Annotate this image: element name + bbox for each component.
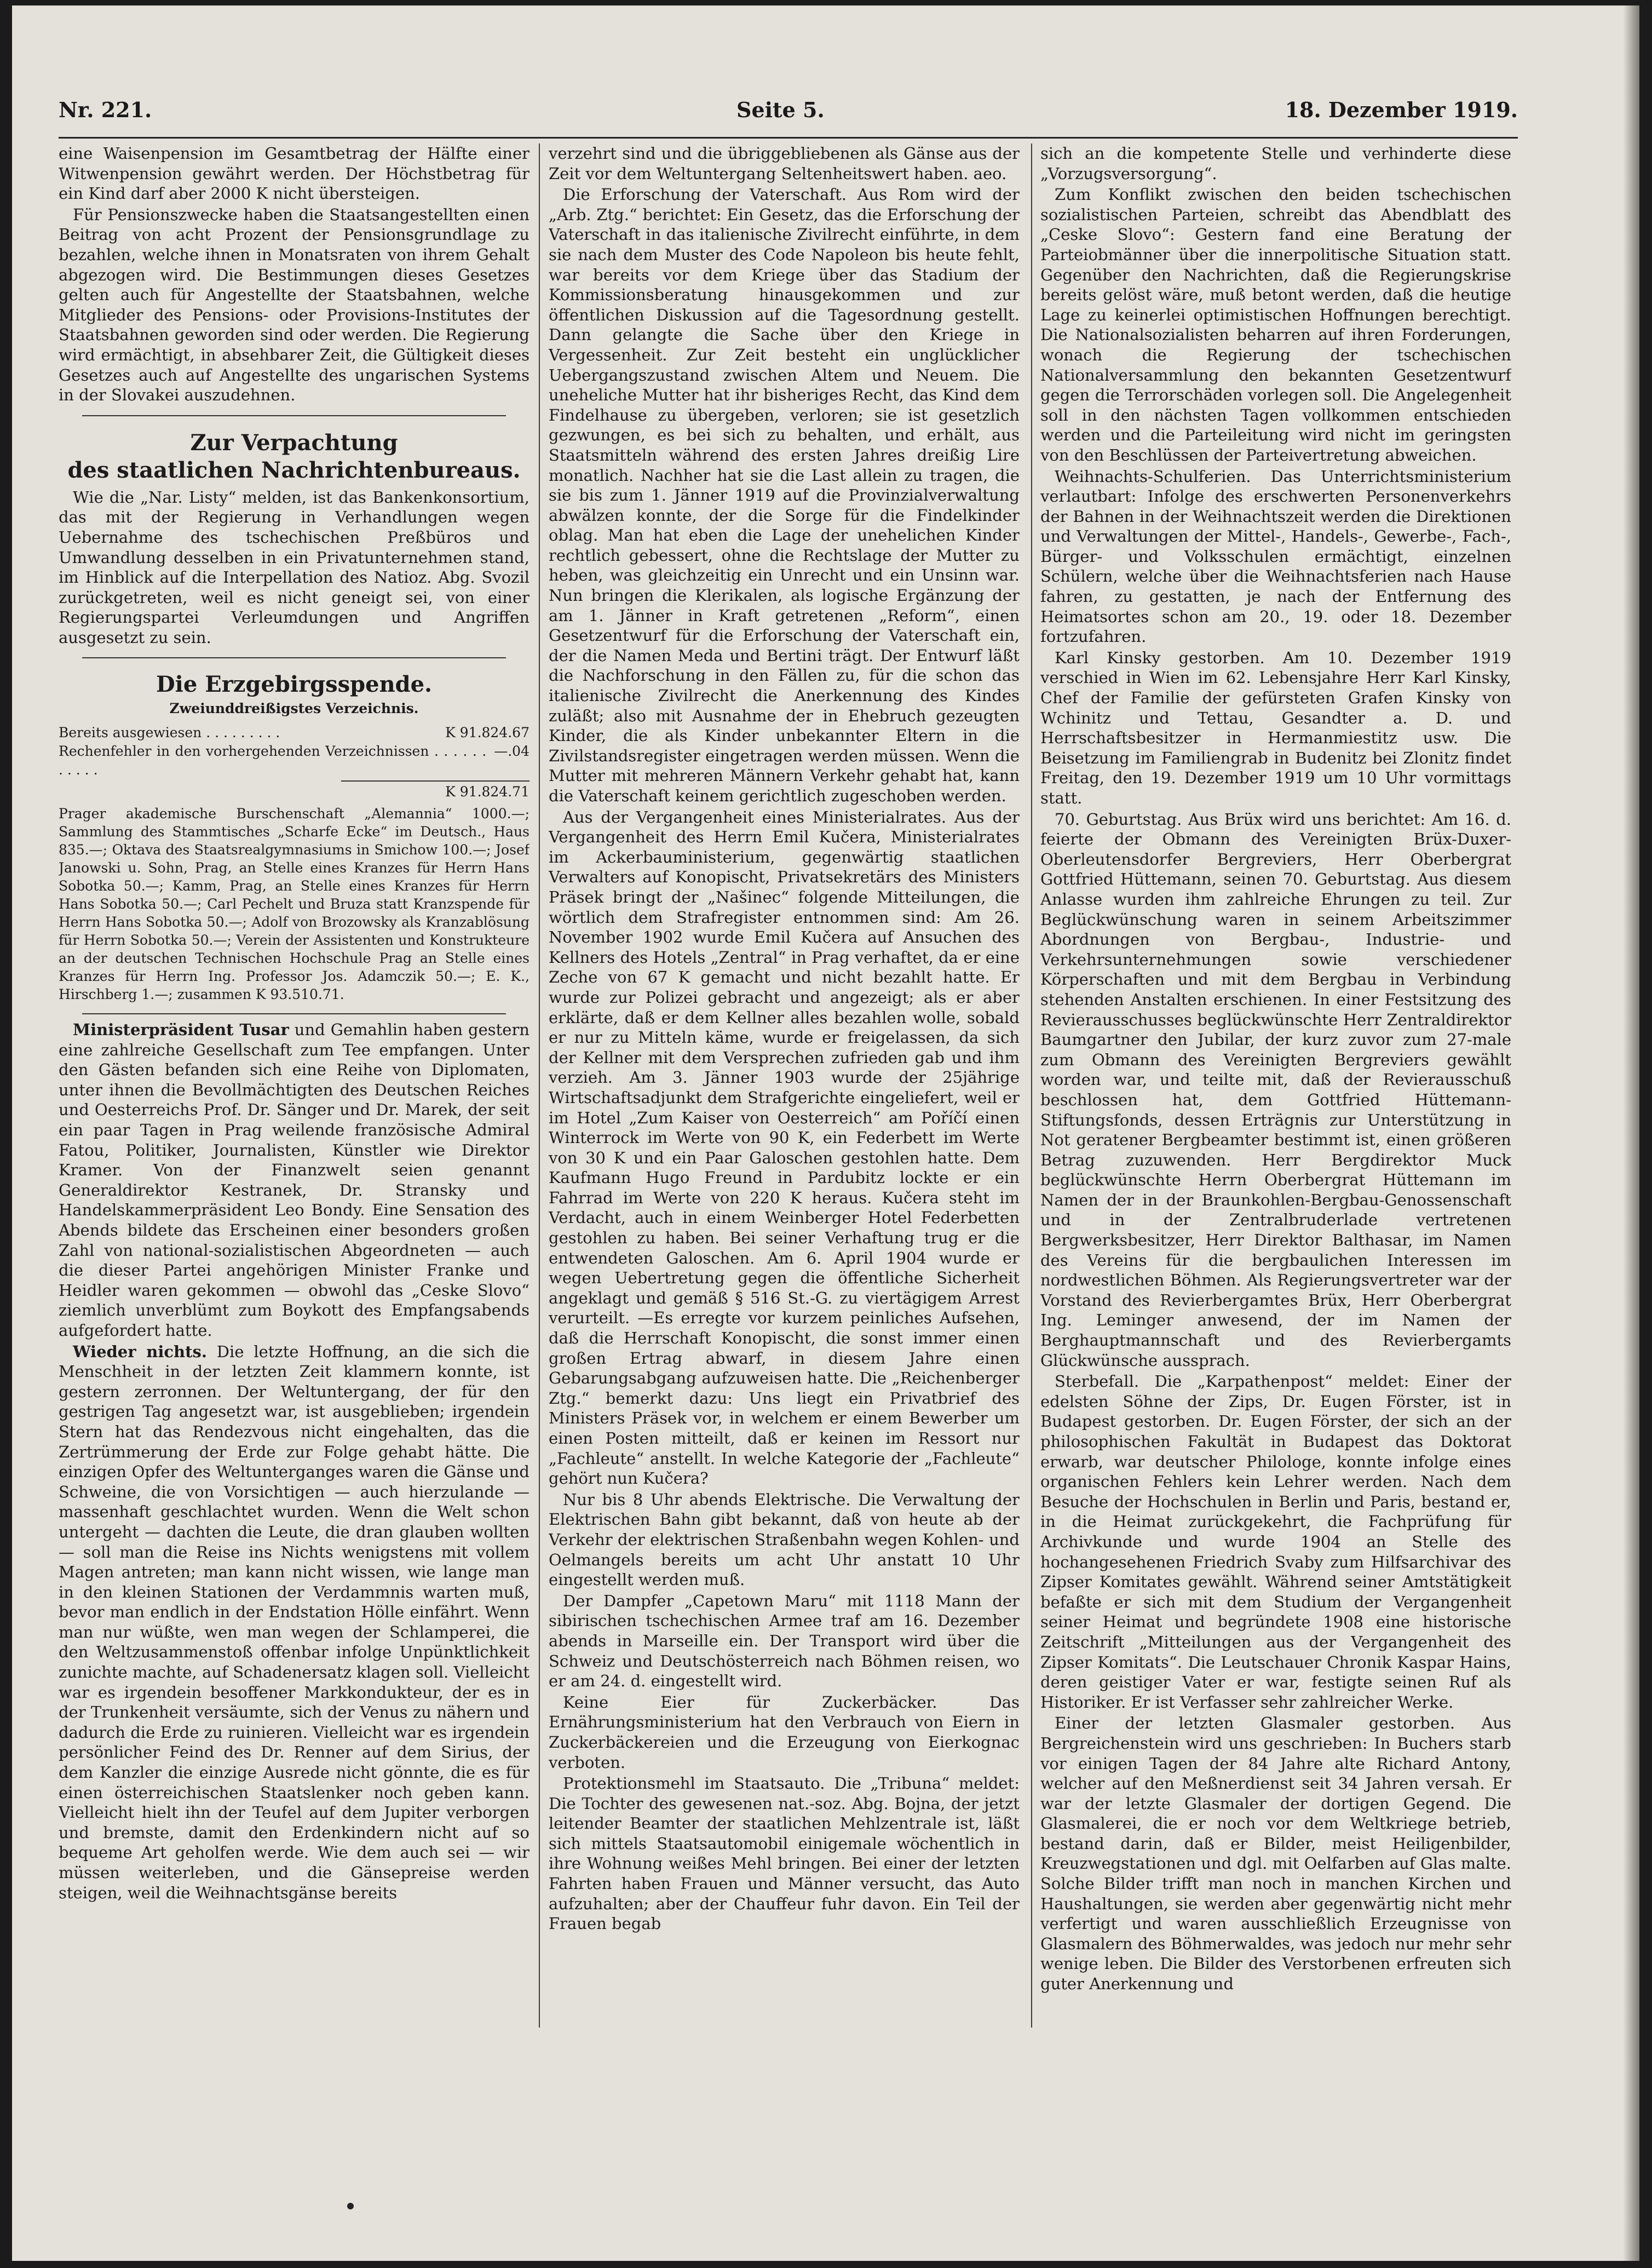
article-headline: Die Erzgebirgsspende. [156,671,433,698]
ledger-value: —.04 [494,743,529,760]
paragraph-body: und Gemahlin haben gestern eine zahlreiche Gesellschaft zum Tee empfangen. Unter den Gästen befanden sich eine Reihe von Diplomaten, unter ihnen die Bevollmächtigten des Deutschen Reiches und Oesterreichs Prof. Dr. Sänger und Dr. Marek, der seit ein paar Tagen in Prag weilende französische Admiral Fatou, Politiker, Journalisten, Künstler wie Direktor Kramer. Von der Finanzwelt seien genannt Generaldirektor Kestranek, Dr. Stransky und Handelskammerpräsident Leo Bondy. Eine Sensation des Abends bildete das Erscheinen einer besonders großen Zahl von national-sozialistischen Abgeordneten — auch die dieser Partei angehörigen Minister Franke und Heidler waren gekommen — obwohl das „Ceske Slovo“ ziemlich unverblümt zum Boykott des Empfangsabends aufgefordert hatte. [59,1020,529,1340]
article-paragraph: Protektionsmehl im Staatsauto. Die „Tribuna“ meldet: Die Tochter des gewesenen nat.-soz. Abg. Bojna, der jetzt leitender Beamter der staatlichen Mehlzentrale ist, läßt sich mittels Staatsautomobil einigemale wöchentlich in ihre Wohnung weißes Mehl bringen. Bei einer der letzten Fahrten haben Frauen und Männer versucht, das Auto aufzuhalten; aber der Chauffeur fuhr davon. Ein Teil der Frauen begab [549,1774,1020,1933]
article-paragraph: Keine Eier für Zuckerbäcker. Das Ernährungsministerium hat den Verbrauch von Eiern in Zuckerbäckereien und die Erzeugung von Eierkognac verboten. [549,1692,1020,1772]
article-paragraph: Sterbefall. Die „Karpathenpost“ meldet: Einer der edelsten Söhne der Zips, Dr. Eugen Förster, ist in Budapest gestorben. Dr. Eugen Förster, der sich an der philosophischen Fakultät in Budapest das Doktorat erwarb, war deutscher Philologe, konnte infolge eines organischen Fehlers kein Lehrer werden. Nach dem Besuche der Hochschulen in Berlin und Paris, bestand er, in die Heimat zurückgekehrt, die Fachprüfung für Archivkunde und wurde 1904 an Stelle des hochangesehenen Friedrich Svaby zum Hilfsarchivar des Zipser Komitates gewählt. Während seiner Amtstätigkeit befaßte er sich mit dem Studium der Vergangenheit seiner Heimat und begründete 1908 eine historische Zeitschrift „Mitteilungen aus der Vergangenheit des Zipser Komitats“. Die Leutschauer Chronik Kaspar Hains, deren geistiger Vater er war, festigte seinen Ruf als Historiker. Er ist Verfasser sehr zahlreicher Werke. [1040,1372,1511,1712]
article-paragraph: Die Erforschung der Vaterschaft. Aus Rom wird der „Arb. Ztg.“ berichtet: Ein Gesetz, das die Erforschung der Vaterschaft in das italienische Zivilrecht einführte, in dem sie nach dem Muster des Code Napoleon bis heute fehlt, war bereits vor dem Kriege über das Stadium der Kommissionsberatung hinausgekommen und zur öffentlichen Diskussion auf die Tagesordnung gestellt. Dann gelangte die Sache über den Kriege in Vergessenheit. Zur Zeit besteht ein unglücklicher Uebergangszustand zwischen Altem und Neuem. Die uneheliche Mutter hat ihr bisheriges Recht, das Kind dem Findelhause zu übergeben, verloren; sie ist gesetzlich gezwungen, es bei sich zu behalten, und erhält, aus Staatsmitteln während des ersten Jahres dreißig Lire monatlich. Nachher hat sie die Last allein zu tragen, die sie bis zum 1. Jänner 1919 auf die Provinzialverwaltung abwälzen konnte, der die Sorge für die Findelkinder oblag. Man hat eben die Lage der unehelichen Kinder rechtlich gebessert, ohne die Rechtslage der Mutter zu heben, was gleichzeitig ein Unrecht und ein Unsinn war. Nun bringen die Klerikalen, als logische Ergänzung der am 1. Jänner in Kraft getretenen „Reform“, einen Gesetzentwurf für die Erforschung der Vaterschaft ein, der die Namen Meda und Bertini trägt. Der Entwurf läßt die Nachforschung in den Fällen zu, für die schon das italienische Zivilrecht die Anerkennung des Kindes zuläßt; also mit Ausnahme der in Ehebruch gezeugten Kinder, die als Kinder unbekannter Eltern in die Zivilstandsregister eingetragen werden müssen. Wenn die Mutter mit mehreren Männern Verkehr gehabt hat, kann die Vaterschaft keinem gerichtlich zugeschoben werden. [549,185,1020,805]
paragraph-lead: Wieder nichts. [73,1342,207,1361]
column-1 [59,143,529,2170]
ledger-value: K 91.824.67 [445,725,529,741]
section-rule [82,415,506,416]
article-paragraph: Karl Kinsky gestorben. Am 10. Dezember 1919 verschied in Wien im 62. Lebensjahre Herr Karl Kinsky, Chef der Familie der gefürsteten Grafen Kinsky von Wchinitz und Tettau, Gesandter a. D. und Herrschaftsbesitzer in Hermanmiestitz usw. Die Beisetzung im Familiengrab in Budenitz bei Zlonitz findet Freitag, den 19. Dezember 1919 um 10 Uhr vormittags statt. [1040,648,1511,807]
article-headline [59,429,529,484]
article-subheadline: Zweiunddreißigstes Verzeichnis. [169,701,419,717]
ink-dot [347,2203,354,2209]
issue-date: 18. Dezember 1919. [1285,97,1518,122]
ledger-row [59,724,529,742]
article-paragraph: Zum Konflikt zwischen den beiden tschechischen sozialistischen Parteien, schreibt das Abendblatt des „Ceske Slovo“: Gestern fand eine Beratung der Parteiobmänner über die innerpolitische Situation statt. Gegenüber den Nachrichten, daß die Regierungskrise bereits gelöst wäre, muß betont werden, daß die heutige Lage zu keinerlei optimistischen Hoffnungen berechtigt. Die Nationalsozialisten beharren auf ihren Forderungen, wonach die Regierung der tschechischen Nationalversammlung den bekannten Gesetzentwurf gegen die Terrorschäden vorlegen soll. Die Angelegenheit soll in den nächsten Tagen vollkommen entschieden werden und die Parteileitung wird nicht im geringsten von den Beschlüssen der Parteivertretung abweichen. [1040,185,1511,464]
ledger-label: Rechenfehler in den vorhergehenden Verzeichnissen . . . . . . . . . . . [59,743,487,778]
column-2 [549,143,1020,2170]
headline-line: des staatlichen Nachrichtenbureaus. [67,457,521,483]
article-paragraph: eine Waisenpension im Gesamtbetrag der Hälfte einer Witwenpension gewährt werden. Der Höchstbetrag für ein Kind darf aber 2000 K nicht übersteigen. [59,144,529,203]
article-paragraph [59,1342,529,1903]
article-paragraph: Weihnachts-Schulferien. Das Unterrichtsministerium verlautbart: Infolge des erschwerten Personenverkehrs der Bahnen in der Weihnachtszeit werden die Direktionen und Verwaltungen der Mittel-, Handels-, Gewerbe-, Fach-, Bürger- und Volksschulen ermächtigt, einzelnen Schülern, welche über die Weihnachtsferien nach Hause fahren, zu gestatten, je nach der Entfernung des Heimatsortes schon am 20., 19. oder 18. Dezember fortzufahren. [1040,467,1511,646]
article-paragraph: Für Pensionszwecke haben die Staatsangestellten einen Beitrag von acht Prozent der Pensionsgrundlage zu bezahlen, welche ihnen in Monatsraten von ihrem Gehalt abgezogen wird. Die Bestimmungen dieses Gesetzes gelten auch für Angestellte der Staatsbahnen, welche Mitglieder des Pensions- oder Provisions-Institutes der Staatsbahnen geworden sind oder werden. Die Regierung wird ermächtigt, in absehbarer Zeit, die Gültigkeit dieses Gesetzes auch auf Angestellte des ungarischen Systems in der Slovakei auszudehnen. [59,205,529,405]
article-paragraph: Aus der Vergangenheit eines Ministerialrates. Aus der Vergangenheit des Herrn Emil Kučera, Ministerialrates im Ackerbauministerium, gegenwärtig staatlichen Verwalters auf Konopischt, Privatsekretärs des Ministers Präsek bringt der „Našinec“ folgende Mitteilungen, die wörtlich dem Strafregister entnommen sind: Am 26. November 1902 wurde Emil Kučera auf Ansuchen des Kellners des Hotels „Zentral“ in Prag verhaftet, da er eine Zeche von 67 K gemacht und nicht bezahlt hatte. Er wurde zur Polizei gebracht und angezeigt; als er aber erklärte, daß er dem Kellner alles bezahlen wolle, sobald er nur zu Mitteln käme, wurde er freigelassen, da sich der Kellner mit dem Versprechen zufrieden gab und ihm verzieh. Am 3. Jänner 1903 wurde der 25jährige Wirtschaftsadjunkt dem Strafgerichte eingeliefert, weil er im Hotel „Zum Kaiser von Oesterreich“ am Poříčí einen Winterrock im Werte von 90 K, ein Federbett im Werte von 30 K und ein Paar Galoschen gestohlen hatte. Dem Kaufmann Hugo Freund in Pardubitz lockte er ein Fahrrad im Werte von 220 K heraus. Kučera steht im Verdacht, auch in einem Weinberger Hotel Federbetten gestohlen zu haben. Bei seiner Verhaftung trug er die entwendeten Galoschen. Am 6. April 1904 wurde er wegen Uebertretung gegen die öffentliche Sicherheit angeklagt und gemäß § 516 St.-G. zu viertägigem Arrest verurteilt. —Es erregte vor kurzem peinliches Aufsehen, daß die Herrschaft Konopischt, die sonst immer einen großen Ertrag abwarf, in diesem Jahre einen Gebarungsabgang aufzuweisen hatte. Die „Reichenberger Ztg.“ bemerkt dazu: Uns liegt ein Privatbrief des Ministers Präsek vor, in welchem er einem Bewerber um einen Posten mitteilt, daß er keinen im Ressort nur „Fachleute“ anstellt. In welche Kategorie der „Fachleute“ gehört nun Kučera? [549,807,1020,1488]
page-number: Seite 5. [736,97,825,122]
sum-rule [341,780,529,782]
article-paragraph: Nur bis 8 Uhr abends Elektrische. Die Verwaltung der Elektrischen Bahn gibt bekannt, daß von heute ab der Verkehr der elektrischen Straßenbahn wegen Kohlen- und Oelmangels bereits um acht Uhr anstatt 10 Uhr eingestellt werden muß. [549,1490,1020,1589]
ledger-label [59,783,445,801]
section-rule [82,657,506,658]
ledger-label: Bereits ausgewiesen . . . . . . . . . [59,725,280,741]
newspaper-page [12,5,1639,2261]
article-paragraph: Der Dampfer „Capetown Maru“ mit 1118 Mann der sibirischen tschechischen Armee traf am 16. Dezember abends in Marseille ein. Der Transport wird über die Schweiz und Deutschösterreich nach Böhmen reisen, wo er am 24. d. eingestellt wird. [549,1591,1020,1691]
paragraph-body: Die letzte Hoffnung, an die sich die Menschheit in der letzten Zeit klammern konnte, ist gestern zerronnen. Der Weltuntergang, der für den gestrigen Tag angesetzt war, ist ausgeblieben; irgendein Stern hat das Rendezvous nicht eingehalten, das die Zertrümmerung der Erde zur Folge gehabt hätte. Die einzigen Opfer des Weltunterganges waren die Gänse und Schweine, die von Vorsichtigen — auch hierzulande — massenhaft geschlachtet wurden. Wenn die Welt schon untergeht — dachten die Leute, die dran glauben wollten — soll man die Reise ins Nichts wenigstens mit vollem Magen antreten; man kann nicht wissen, wie lange man in den kleinen Stationen der Verdammnis warten muß, bevor man endlich in der Endstation Hölle einfährt. Wenn man nur wüßte, wen man wegen der Schlamperei, die den Weltzusammenstoß offenbar infolge Unpünktlichkeit zunichte machte, auf Schadenersatz klagen soll. Vielleicht war es irgendein besoffener Markkondukteur, der es in der Trunkenheit versäumte, sich der Venus zu nähern und dadurch die Erde zu ruinieren. Vielleicht war es irgendein persönlicher Feind des Dr. Renner auf dem Sirius, der dem Kanzler die einzige Ausrede nicht gönnte, die es für einen österreichischen Staatslenker noch geben kann. Vielleicht hielt ihn der Teufel auf dem Jupiter verborgen und bremste, damit den Erdenkindern nicht auf so bequeme Art geholfen werde. Wie dem auch sei — wir müssen weiterleben, und die Gänsepreise werden steigen, weil die Weihnachtsgänse bereits [59,1342,529,1902]
ledger-row [59,742,529,779]
column-3 [1040,143,1511,2170]
column-divider [1031,143,1032,2028]
running-header [59,97,1518,130]
column-divider [539,143,540,2028]
ledger-total: K 91.824.71 [445,784,529,800]
section-rule [82,1013,506,1014]
issue-number: Nr. 221. [59,97,152,122]
paragraph-lead: Ministerpräsident Tusar [73,1020,289,1040]
article-paragraph: 70. Geburtstag. Aus Brüx wird uns berichtet: Am 16. d. feierte der Obmann des Vereinigten Brüx-Duxer-Oberleutensdorfer Bergreviers, Herr Oberbergrat Gottfried Hüttemann, seinen 70. Geburtstag. Aus diesem Anlasse wurden ihm zahlreiche Ehrungen zu teil. Zur Beglückwünschung waren in seinem Arbeitszimmer Abordnungen von Bergbau-, Industrie- und Verkehrsunternehmungen sowie verschiedener Körperschaften und mit dem Bergbau in Verbindung stehenden Anstalten erschienen. In einer Festsitzung des Revierausschusses beglückwünschte Herr Zentraldirektor Baumgartner den Jubilar, der kurz zuvor zum 27-male zum Obmann des Vereinigten Bergreviers gewählt worden war, und teilte mit, daß der Revierausschuß beschlossen hat, dem Gottfried Hüttemann-Stiftungsfonds, dessen Erträgnis zur Unterstützung in Not geratener Bergbeamter bestimmt ist, einen größeren Betrag zuzuwenden. Herr Bergdirektor Muck beglückwünschte Herrn Oberbergrat Hüttemann im Namen der in der Braunkohlen-Bergbau-Genossenschaft und in der Zentralbruderlade vertretenen Bergwerksbesitzer, Herr Direktor Balthasar, im Namen des Vereins für die bergbaulichen Interessen im nordwestlichen Böhmen. Als Regierungsvertreter war der Vorstand des Revierbergamtes Brüx, Herr Oberbergrat Ing. Leminger anwesend, der im Namen der Berghauptmannschaft und des Revierbergamts Glückwünsche aussprach. [1040,809,1511,1370]
article-paragraph: verzehrt sind und die übriggebliebenen als Gänse aus der Zeit vor dem Weltuntergang Seltenheitswert haben. aeo. [549,144,1020,183]
article-paragraph: sich an die kompetente Stelle und verhinderte diese „Vorzugsversorgung“. [1040,144,1511,183]
donation-ledger [59,724,529,801]
article-paragraph [59,1020,529,1341]
article-paragraph: Wie die „Nar. Listy“ melden, ist das Bankenkonsortium, das mit der Regierung in Verhandlungen wegen Uebernahme des tschechischen Preßbüros und Umwandlung desselben in ein Privatunternehmen stand, im Hinblick auf die Interpellation des Natioz. Abg. Svozil zurückgetreten, weil es nicht geneigt sei, von einer Regierungspartei Verleumdungen und Angriffen ausgesetzt zu sein. [59,487,529,647]
headline-line: Zur Verpachtung [190,429,398,456]
donor-list: Prager akademische Burschenschaft „Alemannia“ 1000.—; Sammlung des Stammtisches „Scharfe Ecke“ im Deutsch., Haus 835.—; Oktava des Staatsrealgymnasiums in Smichow 100.—; Josef Janowski u. Sohn, Prag, an Stelle eines Kranzes für Herrn Hans Sobotka 50.—; Kamm, Prag, an Stelle eines Kranzes für Herrn Hans Sobotka 50.—; Carl Pechelt und Bruza statt Kranzspende für Herrn Hans Sobotka 50.—; Adolf von Brozowsky als Kranzablösung für Herrn Sobotka 50.—; Verein der Assistenten und Konstrukteure an der deutschen Technischen Hochschule Prag an Stelle eines Kranzes für Herrn Ing. Professor Jos. Adamczik 50.—; E. K., Hirschberg 1.—; zusammen K 93.510.71. [59,806,529,1003]
ledger-row [59,783,529,801]
article-paragraph: Einer der letzten Glasmaler gestorben. Aus Bergreichenstein wird uns geschrieben: In Buchers starb vor einigen Tagen der 84 Jahre alte Richard Antony, welcher auf den Meßnerdienst seit 34 Jahren versah. Er war der letzte Glasmaler der dortigen Gegend. Die Glasmalerei, die er noch vor dem Weltkriege betrieb, bestand darin, daß er Bilder, meist Heiligenbilder, Kreuzwegstationen und dgl. mit Oelfarben auf Glas malte. Solche Bilder trifft man noch in manchen Kirchen und Haushaltungen, sie werden aber gegenwärtig nicht mehr verfertigt und waren ausschließlich Erzeugnisse von Glasmalern des Böhmerwaldes, was jedoch nur mehr sehr wenige leben. Die Bilder des Verstorbenen erfreuten sich guter Anerkennung und [1040,1714,1511,1994]
header-rule [59,137,1518,139]
